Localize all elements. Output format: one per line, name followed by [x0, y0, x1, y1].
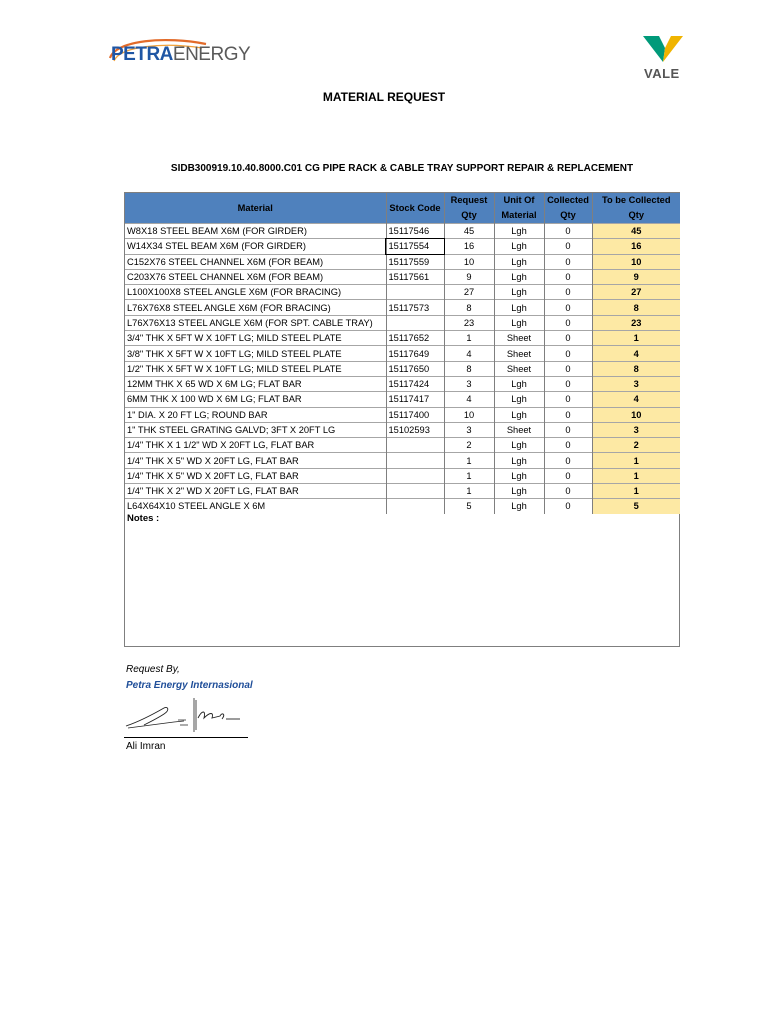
cell-unit: Lgh — [494, 453, 544, 468]
cell-unit: Lgh — [494, 315, 544, 330]
cell-stock-code — [386, 285, 444, 300]
cell-to-collect-qty: 27 — [592, 285, 680, 300]
cell-to-collect-qty: 23 — [592, 315, 680, 330]
signature-icon — [124, 692, 254, 736]
cell-material: W8X18 STEEL BEAM X6M (FOR GIRDER) — [125, 224, 386, 239]
cell-to-collect-qty: 10 — [592, 254, 680, 269]
cell-collected-qty: 0 — [544, 361, 592, 376]
cell-request-qty: 3 — [444, 376, 494, 391]
table-row — [125, 300, 680, 315]
cell-material: C152X76 STEEL CHANNEL X6M (FOR BEAM) — [125, 254, 386, 269]
cell-material: 1" DIA. X 20 FT LG; ROUND BAR — [125, 407, 386, 422]
cell-unit: Lgh — [494, 285, 544, 300]
table-row — [125, 499, 680, 514]
table-row — [125, 453, 680, 468]
material-table — [125, 193, 680, 514]
logo-energy-text: ENERGY — [172, 44, 251, 65]
cell-request-qty: 10 — [444, 407, 494, 422]
cell-material: 12MM THK X 65 WD X 6M LG; FLAT BAR — [125, 376, 386, 391]
cell-unit: Lgh — [494, 484, 544, 499]
cell-to-collect-qty: 4 — [592, 346, 680, 361]
cell-collected-qty: 0 — [544, 407, 592, 422]
table-header-row — [125, 193, 680, 224]
cell-unit: Sheet — [494, 422, 544, 437]
cell-to-collect-qty: 45 — [592, 224, 680, 239]
signer-name: Ali Imran — [126, 741, 166, 752]
document-subtitle: SIDB300919.10.40.8000.C01 CG PIPE RACK & CABLE TRAY SUPPORT REPAIR & REPLACEMENT — [170, 163, 634, 174]
cell-request-qty: 8 — [444, 361, 494, 376]
cell-stock-code: 15117559 — [386, 254, 444, 269]
cell-stock-code: 15117554 — [386, 239, 444, 254]
cell-request-qty: 1 — [444, 331, 494, 346]
document-title: MATERIAL REQUEST — [322, 90, 446, 104]
cell-collected-qty: 0 — [544, 224, 592, 239]
cell-collected-qty: 0 — [544, 438, 592, 453]
cell-collected-qty: 0 — [544, 269, 592, 284]
cell-stock-code — [386, 315, 444, 330]
cell-unit: Sheet — [494, 361, 544, 376]
vale-logo — [641, 34, 689, 82]
signature-line — [124, 737, 248, 738]
cell-to-collect-qty: 1 — [592, 331, 680, 346]
cell-request-qty: 4 — [444, 392, 494, 407]
cell-unit: Lgh — [494, 499, 544, 514]
cell-stock-code — [386, 453, 444, 468]
cell-material: 1/4" THK X 5" WD X 20FT LG, FLAT BAR — [125, 468, 386, 483]
table-row — [125, 239, 680, 254]
table-row — [125, 361, 680, 376]
cell-collected-qty: 0 — [544, 239, 592, 254]
cell-to-collect-qty: 1 — [592, 484, 680, 499]
cell-to-collect-qty: 1 — [592, 468, 680, 483]
cell-to-collect-qty: 10 — [592, 407, 680, 422]
table-row — [125, 407, 680, 422]
cell-stock-code: 15117650 — [386, 361, 444, 376]
cell-collected-qty: 0 — [544, 422, 592, 437]
request-by-label: Request By, — [126, 664, 180, 675]
table-row — [125, 392, 680, 407]
col-header-material: Material — [125, 193, 386, 224]
cell-material: L64X64X10 STEEL ANGLE X 6M — [125, 499, 386, 514]
cell-unit: Lgh — [494, 254, 544, 269]
cell-to-collect-qty: 8 — [592, 300, 680, 315]
cell-unit: Sheet — [494, 346, 544, 361]
cell-stock-code: 15102593 — [386, 422, 444, 437]
cell-to-collect-qty: 2 — [592, 438, 680, 453]
cell-material: 1/4" THK X 2" WD X 20FT LG, FLAT BAR — [125, 484, 386, 499]
cell-unit: Lgh — [494, 239, 544, 254]
cell-collected-qty: 0 — [544, 453, 592, 468]
cell-stock-code: 15117573 — [386, 300, 444, 315]
cell-material: C203X76 STEEL CHANNEL X6M (FOR BEAM) — [125, 269, 386, 284]
cell-request-qty: 1 — [444, 468, 494, 483]
vale-v-icon — [641, 34, 685, 66]
cell-unit: Lgh — [494, 376, 544, 391]
cell-to-collect-qty: 3 — [592, 422, 680, 437]
cell-stock-code — [386, 468, 444, 483]
cell-to-collect-qty: 9 — [592, 269, 680, 284]
cell-request-qty: 45 — [444, 224, 494, 239]
cell-collected-qty: 0 — [544, 468, 592, 483]
material-table-box — [124, 192, 680, 647]
table-row — [125, 468, 680, 483]
cell-request-qty: 5 — [444, 499, 494, 514]
cell-material: 1" THK STEEL GRATING GALVD; 3FT X 20FT LG — [125, 422, 386, 437]
col-header-to-collect-qty: To be Collected Qty — [592, 193, 680, 224]
vale-text: VALE — [644, 66, 680, 81]
cell-collected-qty: 0 — [544, 376, 592, 391]
company-name: Petra Energy Internasional — [126, 680, 253, 691]
cell-unit: Lgh — [494, 224, 544, 239]
cell-collected-qty: 0 — [544, 315, 592, 330]
table-row — [125, 254, 680, 269]
cell-material: 1/4" THK X 1 1/2" WD X 20FT LG, FLAT BAR — [125, 438, 386, 453]
cell-request-qty: 2 — [444, 438, 494, 453]
cell-material: 6MM THK X 100 WD X 6M LG; FLAT BAR — [125, 392, 386, 407]
table-row — [125, 422, 680, 437]
cell-stock-code — [386, 499, 444, 514]
cell-request-qty: 4 — [444, 346, 494, 361]
cell-unit: Lgh — [494, 269, 544, 284]
cell-stock-code: 15117649 — [386, 346, 444, 361]
cell-collected-qty: 0 — [544, 392, 592, 407]
cell-request-qty: 8 — [444, 300, 494, 315]
cell-material: 1/2" THK X 5FT W X 10FT LG; MILD STEEL PLATE — [125, 361, 386, 376]
cell-material: 1/4" THK X 5" WD X 20FT LG, FLAT BAR — [125, 453, 386, 468]
cell-unit: Lgh — [494, 438, 544, 453]
cell-collected-qty: 0 — [544, 285, 592, 300]
cell-material: 3/8" THK X 5FT W X 10FT LG; MILD STEEL PLATE — [125, 346, 386, 361]
cell-request-qty: 10 — [444, 254, 494, 269]
cell-stock-code: 15117546 — [386, 224, 444, 239]
table-row — [125, 331, 680, 346]
cell-to-collect-qty: 5 — [592, 499, 680, 514]
col-header-collected-qty: Collected Qty — [544, 193, 592, 224]
col-header-request-qty: Request Qty — [444, 193, 494, 224]
cell-stock-code: 15117417 — [386, 392, 444, 407]
cell-unit: Lgh — [494, 300, 544, 315]
cell-request-qty: 1 — [444, 484, 494, 499]
cell-stock-code: 15117561 — [386, 269, 444, 284]
cell-collected-qty: 0 — [544, 346, 592, 361]
cell-material: L76X76X8 STEEL ANGLE X6M (FOR BRACING) — [125, 300, 386, 315]
table-row — [125, 269, 680, 284]
cell-request-qty: 27 — [444, 285, 494, 300]
cell-unit: Lgh — [494, 468, 544, 483]
petra-energy-logo — [106, 36, 251, 72]
cell-request-qty: 16 — [444, 239, 494, 254]
cell-request-qty: 1 — [444, 453, 494, 468]
notes-label: Notes : — [127, 513, 160, 524]
table-row — [125, 376, 680, 391]
cell-unit: Lgh — [494, 407, 544, 422]
cell-stock-code: 15117652 — [386, 331, 444, 346]
cell-collected-qty: 0 — [544, 331, 592, 346]
cell-stock-code: 15117424 — [386, 376, 444, 391]
table-row — [125, 285, 680, 300]
cell-material: L100X100X8 STEEL ANGLE X6M (FOR BRACING) — [125, 285, 386, 300]
cell-unit: Lgh — [494, 392, 544, 407]
cell-stock-code — [386, 438, 444, 453]
cell-material: W14X34 STEL BEAM X6M (FOR GIRDER) — [125, 239, 386, 254]
table-row — [125, 315, 680, 330]
table-row — [125, 224, 680, 239]
cell-request-qty: 9 — [444, 269, 494, 284]
logo-petra-text: PETRA — [111, 44, 173, 65]
cell-collected-qty: 0 — [544, 484, 592, 499]
cell-to-collect-qty: 1 — [592, 453, 680, 468]
cell-collected-qty: 0 — [544, 254, 592, 269]
table-row — [125, 484, 680, 499]
cell-to-collect-qty: 16 — [592, 239, 680, 254]
cell-material: L76X76X13 STEEL ANGLE X6M (FOR SPT. CABLE TRAY) — [125, 315, 386, 330]
cell-to-collect-qty: 3 — [592, 376, 680, 391]
cell-unit: Sheet — [494, 331, 544, 346]
table-row — [125, 438, 680, 453]
cell-request-qty: 3 — [444, 422, 494, 437]
cell-collected-qty: 0 — [544, 499, 592, 514]
cell-stock-code — [386, 484, 444, 499]
cell-request-qty: 23 — [444, 315, 494, 330]
cell-to-collect-qty: 8 — [592, 361, 680, 376]
cell-collected-qty: 0 — [544, 300, 592, 315]
cell-material: 3/4" THK X 5FT W X 10FT LG; MILD STEEL PLATE — [125, 331, 386, 346]
cell-to-collect-qty: 4 — [592, 392, 680, 407]
col-header-stock-code: Stock Code — [386, 193, 444, 224]
table-row — [125, 346, 680, 361]
cell-stock-code: 15117400 — [386, 407, 444, 422]
col-header-unit: Unit Of Material — [494, 193, 544, 224]
